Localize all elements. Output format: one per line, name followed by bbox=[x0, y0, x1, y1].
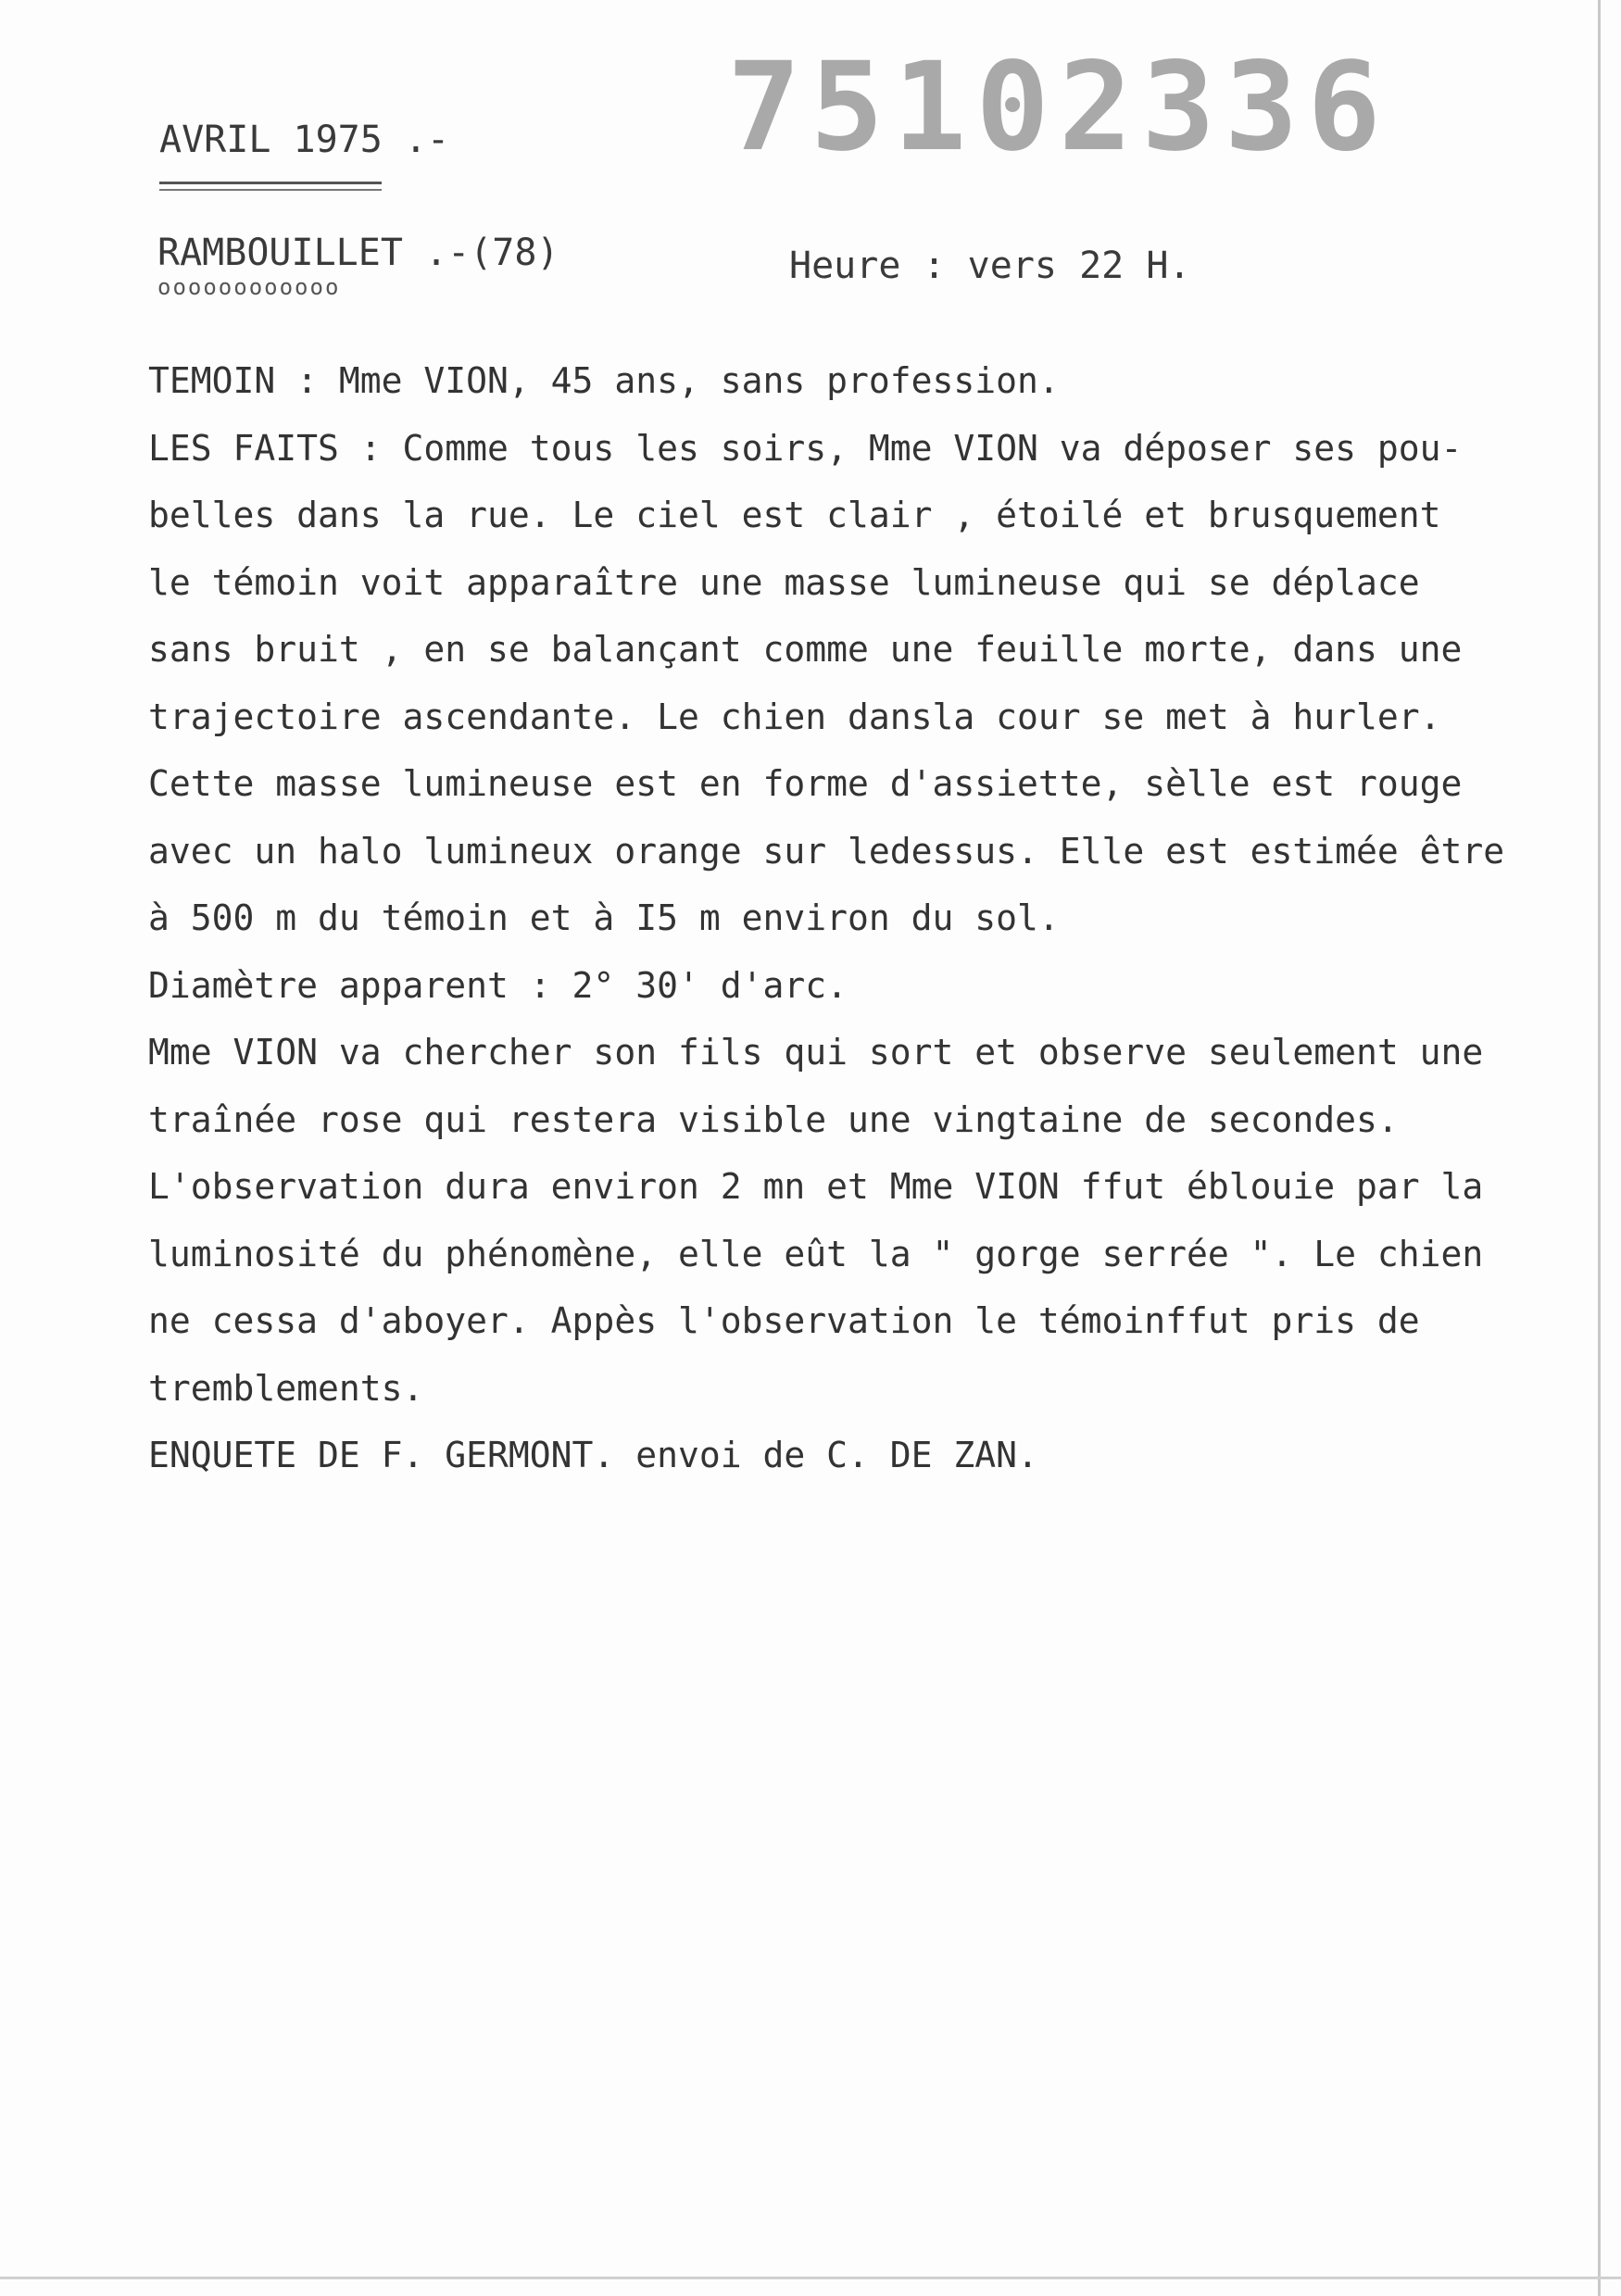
text-line: à 500 m du témoin et à I5 m environ du sol. bbox=[148, 897, 1060, 938]
report-place: RAMBOUILLET .-(78) bbox=[157, 232, 559, 274]
place-underline: oooooooooooo bbox=[157, 274, 341, 300]
text-line: Mme VION va chercher son fils qui sort et observe seulement une bbox=[148, 1032, 1484, 1073]
text-line: sans bruit , en se balançant comme une feuille morte, dans une bbox=[148, 629, 1463, 670]
text-line: ne cessa d'aboyer. Appès l'observation le témoinffut pris de bbox=[148, 1300, 1420, 1341]
text-line: le témoin voit apparaître une masse lumineuse qui se déplace bbox=[148, 561, 1420, 603]
report-body bbox=[148, 347, 1538, 1489]
text-line: L'observation dura environ 2 mn et Mme VION ffut éblouie par la bbox=[148, 1166, 1484, 1207]
text-line: belles dans la rue. Le ciel est clair , étoilé et brusquement bbox=[148, 495, 1441, 535]
report-date: AVRIL 1975 .- bbox=[159, 119, 450, 161]
text-line: Diamètre apparent : 2° 30' d'arc. bbox=[148, 964, 848, 1006]
page-edge-bottom bbox=[0, 2277, 1621, 2279]
text-line: trajectoire ascendante. Le chien dansla cour se met à hurler. bbox=[148, 696, 1441, 737]
date-underline bbox=[159, 182, 382, 184]
text-line: ENQUETE DE F. GERMONT. envoi de C. DE ZAN. bbox=[148, 1435, 1038, 1475]
text-line: traînée rose qui restera visible une vingtaine de secondes. bbox=[148, 1098, 1399, 1140]
text-line: avec un halo lumineux orange sur ledessus. Elle est estimée être bbox=[148, 830, 1505, 872]
page-edge-right bbox=[1598, 0, 1601, 2296]
report-hour: Heure : vers 22 H. bbox=[789, 245, 1191, 287]
text-line: Cette masse lumineuse est en forme d'assiette, sèlle est rouge bbox=[148, 763, 1463, 804]
archive-stamp-number: 75102336 bbox=[727, 36, 1390, 179]
text-line: tremblements. bbox=[148, 1367, 424, 1409]
date-underline-secondary bbox=[159, 189, 382, 191]
text-line: luminosité du phénomène, elle eût la " gorge serrée ". Le chien bbox=[148, 1233, 1484, 1274]
text-line: LES FAITS : Comme tous les soirs, Mme VION va déposer ses pou- bbox=[148, 427, 1463, 469]
text-line: TEMOIN : Mme VION, 45 ans, sans profession. bbox=[148, 360, 1060, 401]
